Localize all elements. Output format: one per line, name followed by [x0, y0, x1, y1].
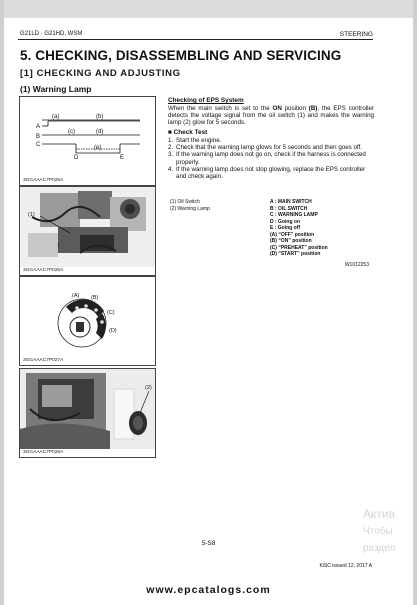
figure-caption: 3GGAAAC7P025A: [23, 178, 64, 183]
legend-item: D : Going on: [270, 218, 300, 225]
label-b: (b): [96, 114, 104, 120]
figure-oil-switch-photo: [19, 186, 156, 276]
subsection-title: [1] CHECKING AND ADJUSTING: [20, 68, 181, 79]
label-B: B: [36, 134, 41, 140]
section-title: 5. CHECKING, DISASSEMBLING AND SERVICING: [20, 48, 342, 63]
check-eps-intro: When the main switch is set to the ON position (B), the EPS controller detects the voltage signal from the oil switch (1) and makes the warning lamp (2) glow for 5 seconds.: [168, 105, 375, 127]
key-switch-diagram: [20, 277, 156, 357]
legend-item: (A) “OFF” position: [270, 231, 315, 238]
document-code: W1012253: [344, 262, 369, 268]
legend-item: B : OIL SWITCH: [270, 205, 308, 212]
step-item: 3. If the warning lamp does not go on, check if the harness is connected properly.: [168, 151, 366, 166]
label-d: (d): [96, 129, 104, 135]
figure-key-switch: [19, 276, 156, 366]
legend-item: (B) “ON” position: [270, 238, 312, 244]
legend-item: E : Going off: [270, 225, 300, 231]
legend-numbered: [170, 199, 210, 212]
page-number: 5-S8: [201, 540, 216, 547]
warning-lamp-photo: [20, 369, 156, 449]
step-item: 2. Check that the warning lamp glows for 5 seconds and then goes off.: [168, 144, 362, 152]
label-e: (e): [94, 145, 102, 151]
check-test-heading: ■ Check Test: [168, 129, 208, 136]
header-rule: [18, 39, 373, 40]
label-c: (c): [68, 129, 75, 135]
legend-item: (C) “PREHEAT” position: [270, 244, 328, 251]
label-pos-A: (A): [72, 293, 80, 299]
label-1: (1): [28, 212, 35, 218]
label-A: A: [36, 124, 41, 130]
figure-timing-chart: [19, 96, 156, 186]
legend-item: (D) “START” position: [270, 251, 321, 257]
label-a: (a): [52, 114, 60, 120]
legend-item: (2) Warning Lamp: [170, 205, 210, 212]
label-pos-B: (B): [91, 295, 99, 301]
label-E: E: [120, 155, 125, 161]
viewer-left-edge: [0, 0, 4, 605]
label-D: D: [74, 155, 79, 161]
item-title: (1) Warning Lamp: [20, 84, 92, 94]
label-C: C: [36, 142, 41, 148]
timing-chart-diagram: [20, 97, 156, 177]
legend-item: (1) Oil Switch: [170, 199, 200, 205]
figure-caption: 3GGAAAC7P026A: [23, 268, 64, 273]
header-model: G21LD · G21HD, WSM: [20, 31, 83, 37]
issue-info: KiSC issued 12, 2017 A: [319, 563, 372, 569]
step-item: 4. If the warning lamp does not stop glowing, replace the EPS controller and check again.: [168, 165, 366, 181]
viewer-top-bar: [0, 0, 417, 18]
check-eps-title: Checking of EPS System: [168, 97, 244, 104]
legend-item: A : MAIN SWITCH: [270, 199, 312, 205]
figure-caption: 3GGAAAC7P027A: [23, 358, 64, 363]
check-test-steps: [168, 137, 374, 180]
figure-warning-lamp-photo: [19, 368, 156, 458]
site-url: www.epcatalogs.com: [146, 584, 271, 596]
label-pos-D: (D): [109, 328, 117, 334]
oil-switch-photo: [20, 187, 156, 267]
legend-item: C : WARNING LAMP: [270, 212, 318, 218]
header-section: STEERING: [339, 31, 373, 38]
label-pos-C: (C): [107, 310, 115, 316]
activation-watermark: Актив Чтобы раздел: [363, 507, 396, 554]
figure-caption: 3GGAAAC7P028A: [23, 450, 64, 455]
legend-lettered: [270, 199, 328, 258]
label-2: (2): [145, 385, 152, 391]
step-item: 1. Start the engine.: [168, 137, 222, 144]
